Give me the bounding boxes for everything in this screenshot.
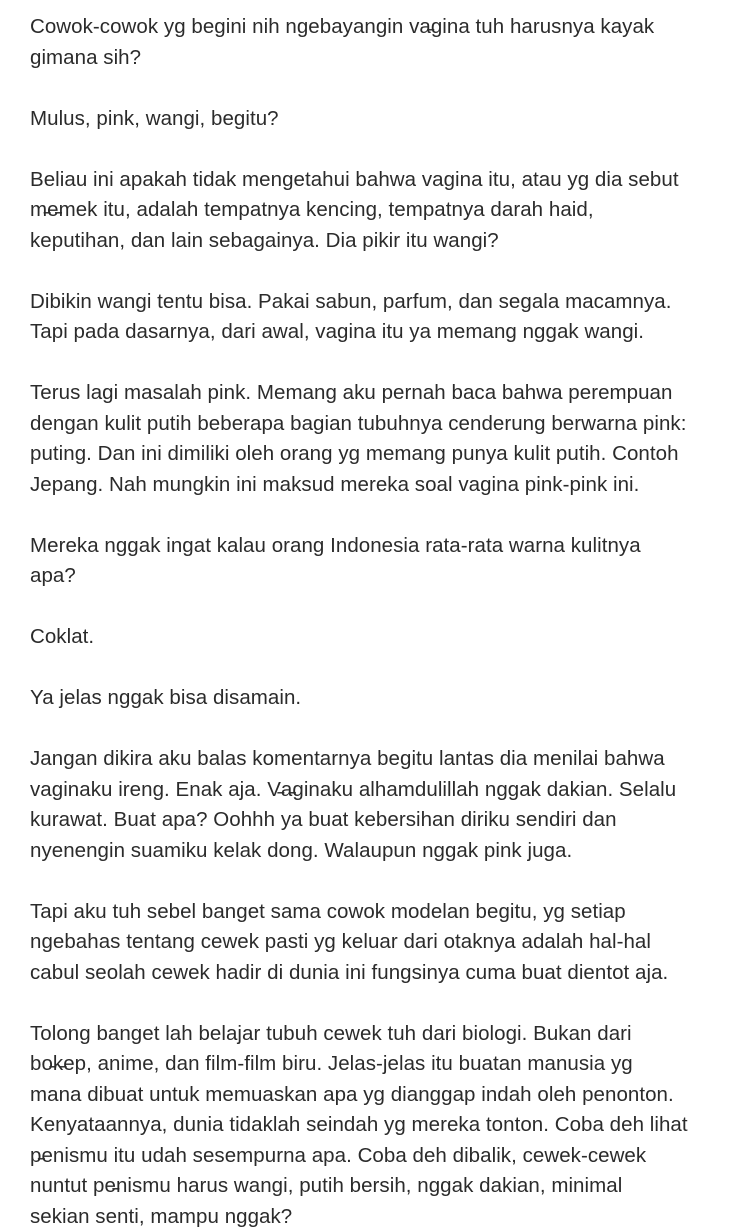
text-line: Dibikin wangi tentu bisa. Pakai sabun, parfum, dan segala macamnya. (30, 287, 729, 318)
text-line: nuntut pe̵nismu harus wangi, putih bersih, nggak dakian, minimal (30, 1171, 729, 1202)
text-line: Tolong banget lah belajar tubuh cewek tuh dari biologi. Bukan dari (30, 1019, 729, 1050)
paragraph-1 (30, 12, 729, 73)
text-line: nyenengin suamiku kelak dong. Walaupun nggak pink juga. (30, 836, 729, 867)
paragraph-6 (30, 531, 729, 592)
paragraph-2 (30, 104, 729, 135)
text-line: kurawat. Buat apa? Oohhh ya buat kebersihan diriku sendiri dan (30, 805, 729, 836)
text-line: Jepang. Nah mungkin ini maksud mereka soal vagina pink-pink ini. (30, 470, 729, 501)
paragraph-8 (30, 683, 729, 714)
text-line: dengan kulit putih beberapa bagian tubuhnya cenderung berwarna pink: (30, 409, 729, 440)
text-line: Beliau ini apakah tidak mengetahui bahwa vagina itu, atau yg dia sebut (30, 165, 729, 196)
paragraph-10 (30, 897, 729, 989)
paragraph-5 (30, 378, 729, 500)
text-line: gimana sih? (30, 43, 729, 74)
text-line: apa? (30, 561, 729, 592)
text-line: Mereka nggak ingat kalau orang Indonesia rata-rata warna kulitnya (30, 531, 729, 562)
text-line: bo̵k̵ep, anime, dan film-film biru. Jelas-jelas itu buatan manusia yg (30, 1049, 729, 1080)
text-line: mana dibuat untuk memuaskan apa yg dianggap indah oleh penonton. (30, 1080, 729, 1111)
text-line: puting. Dan ini dimiliki oleh orang yg memang punya kulit putih. Contoh (30, 439, 729, 470)
text-line: Cowok-cowok yg begini nih ngebayangin va̵gina tuh harusnya kayak (30, 12, 729, 43)
text-line: Tapi aku tuh sebel banget sama cowok modelan begitu, yg setiap (30, 897, 729, 928)
text-line: Kenyataannya, dunia tidaklah seindah yg mereka tonton. Coba deh lihat (30, 1110, 729, 1141)
paragraph-3 (30, 165, 729, 257)
text-line: Terus lagi masalah pink. Memang aku pernah baca bahwa perempuan (30, 378, 729, 409)
text-line: sekian senti, mampu nggak? (30, 1202, 729, 1232)
text-line: Jangan dikira aku balas komentarnya begitu lantas dia menilai bahwa (30, 744, 729, 775)
paragraph-4 (30, 287, 729, 348)
text-line: Ya jelas nggak bisa disamain. (30, 683, 729, 714)
text-line: keputihan, dan lain sebagainya. Dia pikir itu wangi? (30, 226, 729, 257)
text-line: Tapi pada dasarnya, dari awal, vagina itu ya memang nggak wangi. (30, 317, 729, 348)
text-line: m̵e̵mek itu, adalah tempatnya kencing, tempatnya darah haid, (30, 195, 729, 226)
text-line: Mulus, pink, wangi, begitu? (30, 104, 729, 135)
text-line: ngebahas tentang cewek pasti yg keluar dari otaknya adalah hal-hal (30, 927, 729, 958)
text-line: p̵enismu itu udah sesempurna apa. Coba deh dibalik, cewek-cewek (30, 1141, 729, 1172)
paragraph-9 (30, 744, 729, 866)
text-line: cabul seolah cewek hadir di dunia ini fungsinya cuma buat dientot aja. (30, 958, 729, 989)
text-line: Coklat. (30, 622, 729, 653)
paragraph-7 (30, 622, 729, 653)
text-line: vaginaku ireng. Enak aja. V̵a̵ginaku alhamdulillah nggak dakian. Selalu (30, 775, 729, 806)
